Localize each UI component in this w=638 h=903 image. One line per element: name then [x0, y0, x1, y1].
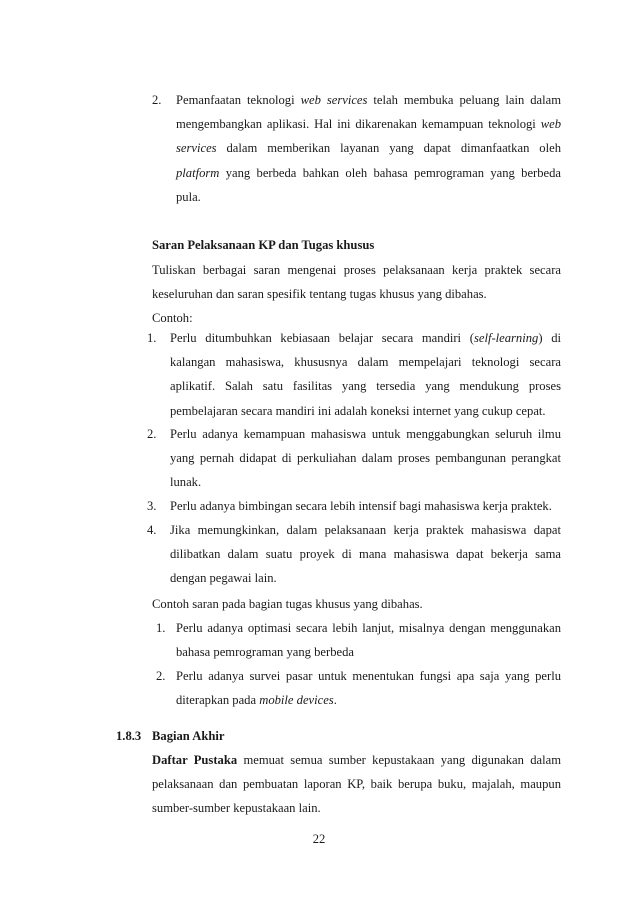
text-line: Perlu adanya kemampuan mahasiswa untuk menggabungkan seluruh ilmu: [170, 427, 561, 441]
text-line: lunak.: [170, 475, 202, 490]
text-line: dilibatkan dalam suatu proyek di mana mahasiswa dapat bekerja sama: [170, 547, 561, 562]
text-line: pembelajaran secara mandiri ini adalah koneksi internet yang cukup cepat.: [170, 403, 546, 418]
list-number: 4.: [147, 523, 157, 537]
text-line: platform yang berbeda bahkan oleh bahasa pemrograman yang berbeda: [176, 165, 561, 180]
text-line: Tuliskan berbagai saran mengenai proses pelaksanaan kerja praktek secara: [152, 263, 561, 277]
page-number: 22: [312, 832, 326, 846]
text-line: dengan pegawai lain.: [170, 571, 277, 586]
list-item: [170, 494, 561, 518]
paragraph-line: sumber-sumber kepustakaan lain.: [152, 801, 321, 816]
text-line: diterapkan pada mobile devices.: [176, 693, 337, 708]
text-line: Perlu ditumbuhkan kebiasaan belajar secara mandiri (self-learning) di: [170, 331, 561, 345]
list-item: [170, 326, 561, 423]
list-item: [170, 422, 561, 495]
list-number: 1.: [156, 621, 166, 635]
text-line: Perlu adanya survei pasar untuk menentukan fungsi apa saja yang perlu: [176, 669, 561, 683]
paragraph-line: [152, 748, 561, 772]
example-label: Contoh saran pada bagian tugas khusus yang dibahas.: [152, 597, 423, 611]
list-item: [176, 616, 561, 664]
list-number: 2.: [156, 669, 166, 683]
list-number: 3.: [147, 499, 157, 513]
section-heading: Saran Pelaksanaan KP dan Tugas khusus: [152, 238, 375, 252]
example-label: Contoh:: [152, 311, 193, 325]
paragraph: [152, 258, 561, 306]
paragraph: [152, 748, 561, 821]
term: Daftar Pustaka: [152, 753, 238, 767]
list-item: [170, 518, 561, 591]
text-line: Perlu adanya bimbingan secara lebih intensif bagi mahasiswa kerja praktek.: [170, 499, 552, 513]
text-line: aplikatif. Salah satu fasilitas yang tersedia yang mendukung proses: [170, 379, 561, 394]
text-line: mengembangkan aplikasi. Hal ini dikarenakan kemampuan teknologi web: [176, 117, 561, 132]
term-text: memuat semua sumber kepustakaan yang digunakan dalam: [237, 753, 562, 767]
text-line: bahasa pemrograman yang berbeda: [176, 645, 354, 660]
text-line: Jika memungkinkan, dalam pelaksanaan kerja praktek mahasiswa dapat: [170, 523, 561, 537]
text-line: services dalam memberikan layanan yang dapat dimanfaatkan oleh: [176, 141, 561, 156]
text-line: Pemanfaatan teknologi web services telah membuka peluang lain dalam: [176, 93, 562, 107]
text-line: pula.: [176, 189, 201, 204]
text-line: kalangan mahasiswa, khususnya dalam mempelajari teknologi secara: [170, 355, 561, 370]
list-item: [176, 88, 561, 209]
section-number: 1.8.3: [116, 729, 142, 743]
section-heading: Bagian Akhir: [152, 729, 225, 743]
list-number: 1.: [147, 331, 157, 345]
text-line: yang pernah didapat di perkuliahan dalam proses pembangunan perangkat: [170, 451, 561, 466]
text-line: Perlu adanya optimasi secara lebih lanjut, misalnya dengan menggunakan: [176, 621, 561, 635]
text-line: keseluruhan dan saran spesifik tentang tugas khusus yang dibahas.: [152, 287, 487, 302]
list-item: [176, 664, 561, 712]
list-number: 2.: [147, 427, 157, 441]
paragraph-line: pelaksanaan dan pembuatan laporan KP, baik berupa buku, majalah, maupun: [152, 777, 561, 792]
list-number: 2.: [152, 93, 162, 107]
